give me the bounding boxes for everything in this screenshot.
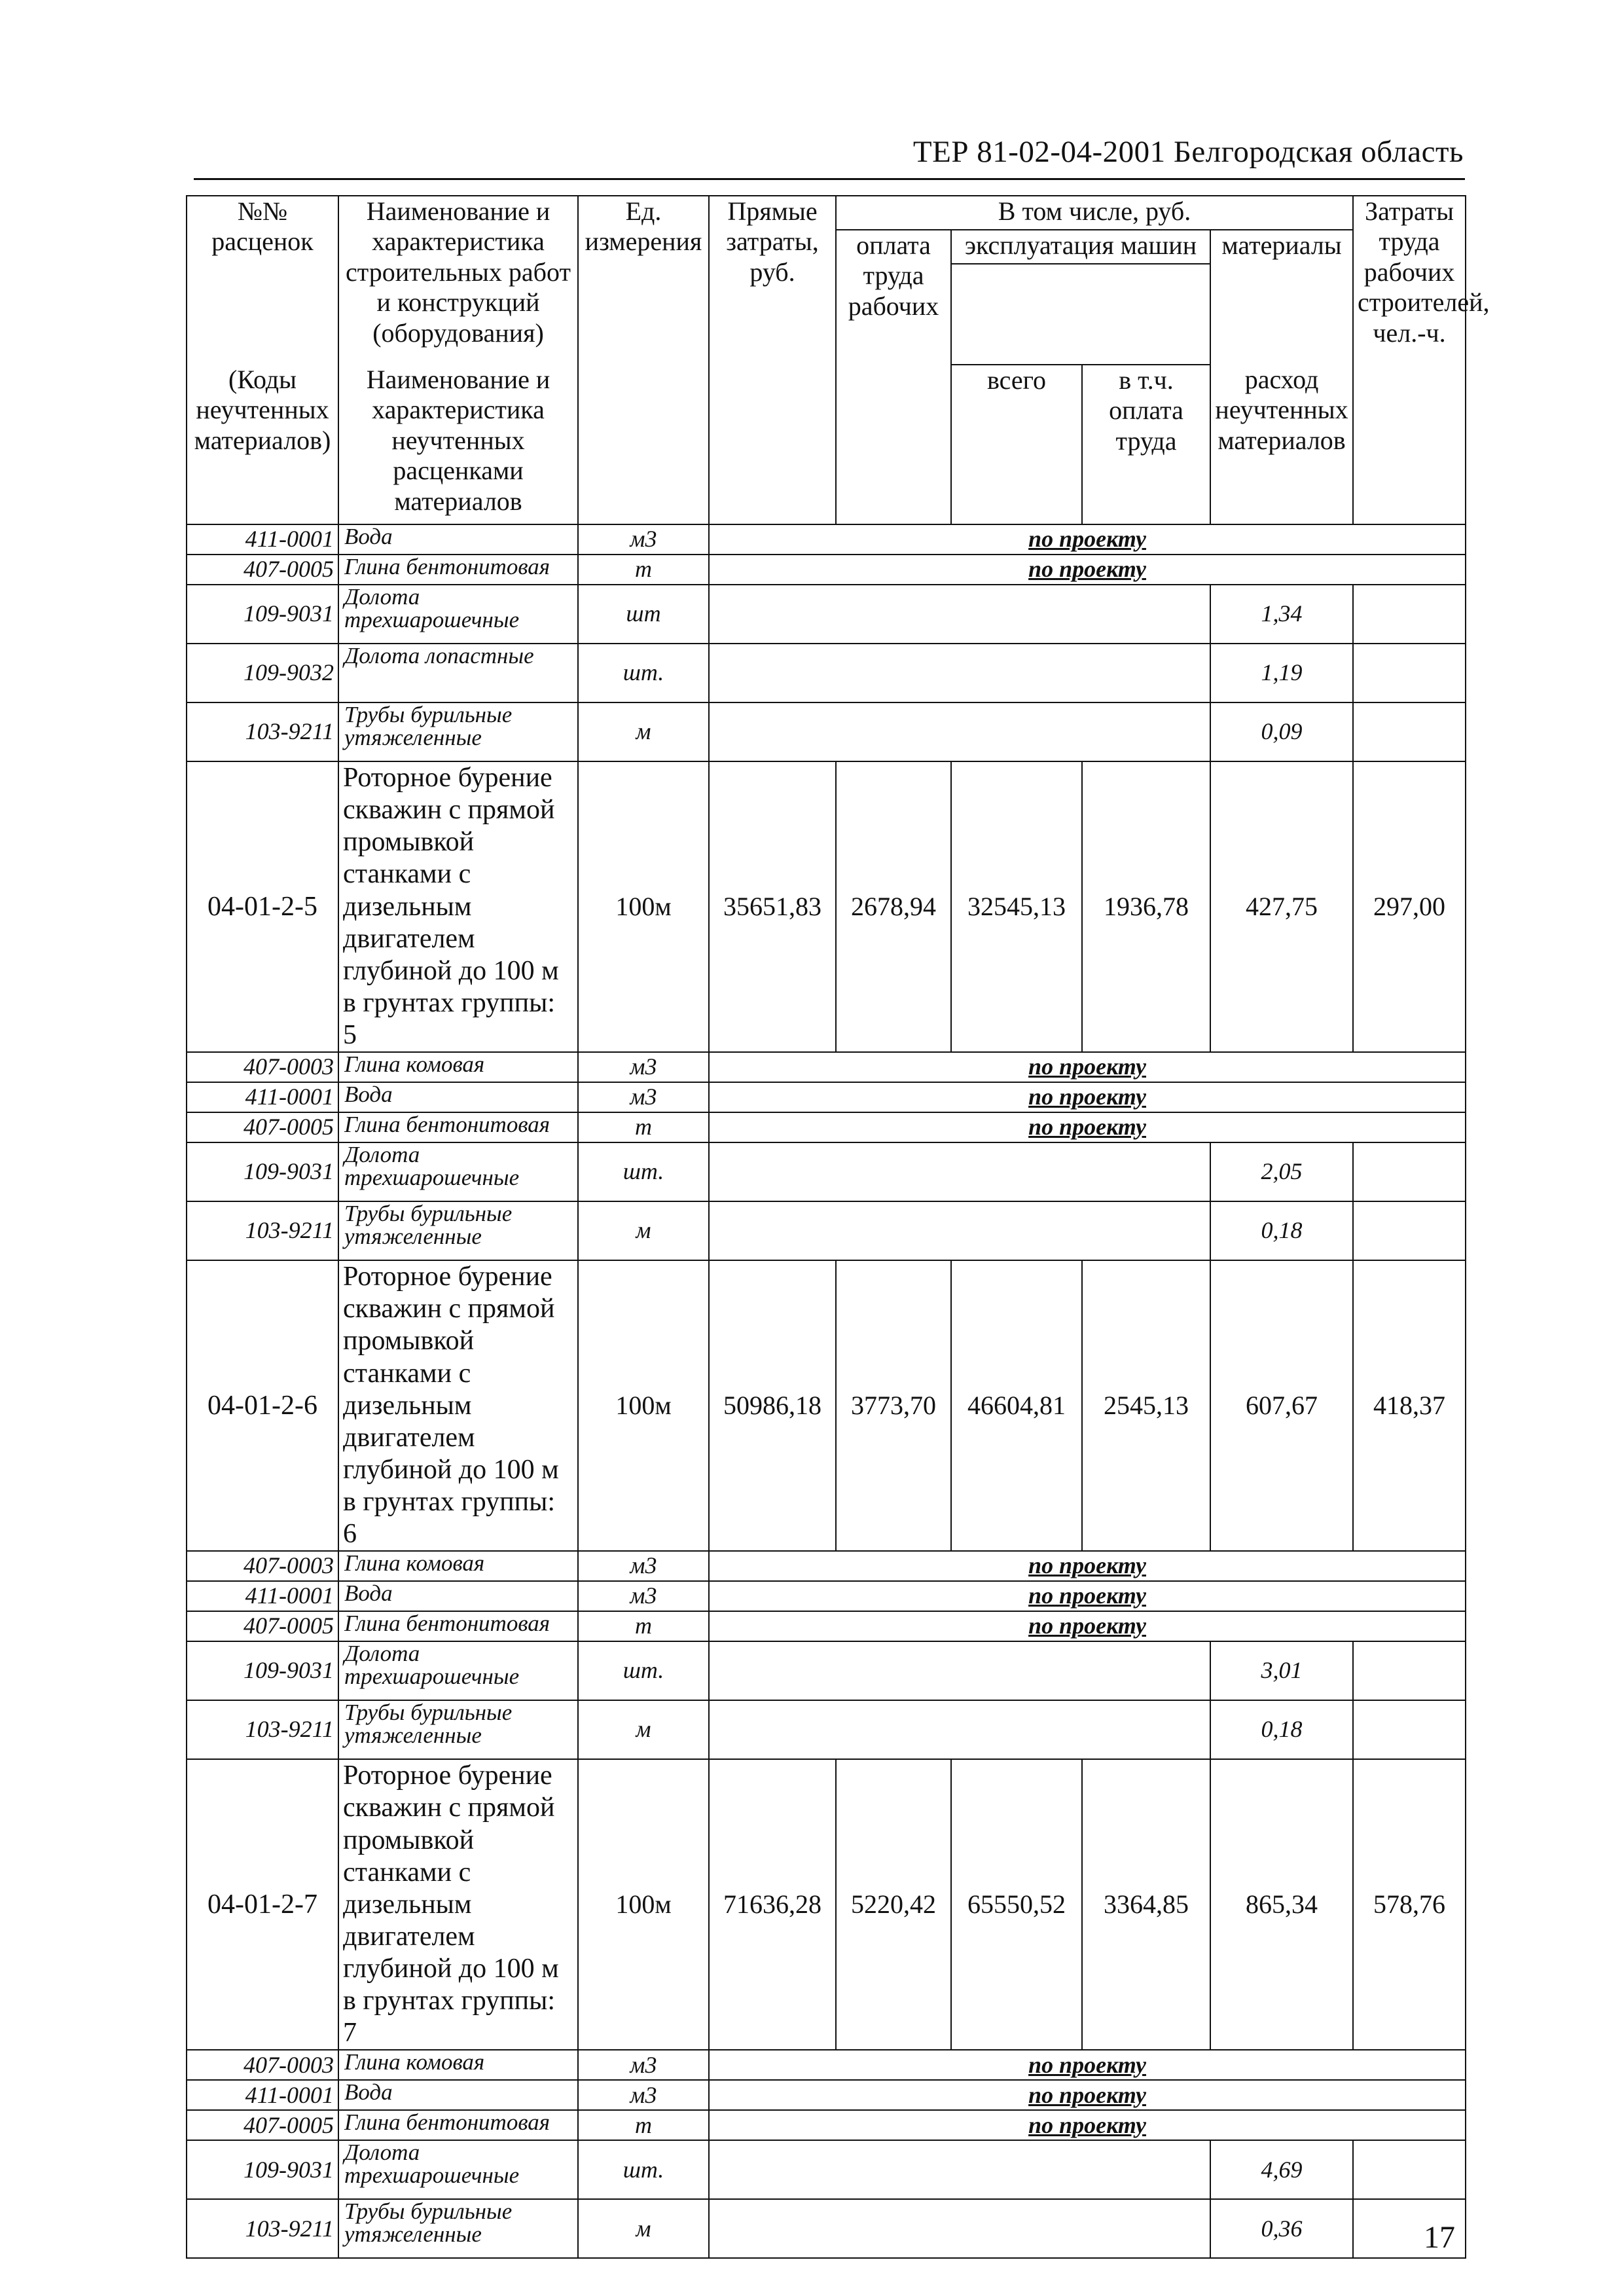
- material-unit: м3: [578, 1082, 709, 1112]
- by-project-text: по проекту: [1028, 2051, 1146, 2078]
- material-quantity: 3,01: [1210, 1641, 1353, 1700]
- rate-pay: 2678,94: [836, 761, 951, 1052]
- by-project-text: по проекту: [1028, 556, 1146, 583]
- material-name: Глина бентонитовая: [338, 555, 578, 585]
- rate-code: 04-01-2-6: [187, 1260, 338, 1551]
- header-machines-total: всего: [951, 365, 1082, 524]
- rate-mach: 32545,13: [951, 761, 1082, 1052]
- material-unit: т: [578, 555, 709, 585]
- by-project-text: по проекту: [1028, 2081, 1146, 2108]
- material-name: Вода: [338, 524, 578, 555]
- header-rate-number: №№ расценок: [187, 196, 338, 365]
- material-name: Долота трехшарошечные: [338, 2140, 578, 2199]
- material-row: [187, 1700, 1466, 1759]
- rate-row: [187, 1260, 1466, 1551]
- header-material-names: Наименование и характеристика неучтенных расценками материалов: [338, 365, 578, 524]
- material-row: [187, 1112, 1466, 1142]
- rate-mat: 427,75: [1210, 761, 1353, 1052]
- rate-name: Роторное бурение скважин с прямой промывкой станками с дизельным двигателем глубиной до 100 м в грунтах группы: 7: [338, 1759, 578, 2050]
- material-row: [187, 1551, 1466, 1581]
- material-name: Вода: [338, 2080, 578, 2110]
- rate-mat: 607,67: [1210, 1260, 1353, 1551]
- empty-cell: [709, 1641, 1210, 1700]
- material-unit: м: [578, 1700, 709, 1759]
- material-code: 103-9211: [187, 2199, 338, 2258]
- by-project-note: [709, 1581, 1466, 1611]
- header-including: В том числе, руб.: [836, 196, 1353, 230]
- material-name: Трубы бурильные утяжеленные: [338, 2199, 578, 2258]
- material-name: Глина бентонитовая: [338, 2110, 578, 2140]
- by-project-note: [709, 1551, 1466, 1581]
- material-code: 407-0003: [187, 1052, 338, 1082]
- header-machines: эксплуатация машин: [951, 230, 1210, 264]
- empty-cell: [709, 1201, 1210, 1260]
- material-name: Глина комовая: [338, 1551, 578, 1581]
- header-machines-pay: в т.ч. оплата труда: [1082, 365, 1210, 524]
- by-project-note: [709, 1611, 1466, 1641]
- material-row: [187, 2050, 1466, 2080]
- material-row: [187, 2110, 1466, 2140]
- rate-mach: 46604,81: [951, 1260, 1082, 1551]
- material-unit: м3: [578, 1581, 709, 1611]
- by-project-text: по проекту: [1028, 1613, 1146, 1639]
- material-quantity: 0,18: [1210, 1700, 1353, 1759]
- empty-cell: [1353, 644, 1466, 702]
- material-unit: шт.: [578, 1641, 709, 1700]
- by-project-text: по проекту: [1028, 526, 1146, 553]
- material-row: [187, 555, 1466, 585]
- material-code: 411-0001: [187, 524, 338, 555]
- rate-direct: 35651,83: [709, 761, 836, 1052]
- material-quantity: 0,09: [1210, 702, 1353, 761]
- header-labor-pay: оплата труда рабочих: [836, 230, 951, 524]
- rate-mach: 65550,52: [951, 1759, 1082, 2050]
- material-row: [187, 524, 1466, 555]
- material-code: 103-9211: [187, 1700, 338, 1759]
- material-code: 407-0005: [187, 555, 338, 585]
- by-project-note: [709, 1112, 1466, 1142]
- rates-table: [186, 195, 1490, 2259]
- material-row: [187, 1641, 1466, 1700]
- header-unit: Ед. измерения: [578, 196, 709, 524]
- material-code: 109-9031: [187, 585, 338, 644]
- document-header-title: ТЕР 81-02-04-2001 Белгородская область: [912, 135, 1464, 169]
- header-materials: материалы: [1210, 230, 1353, 264]
- rate-labor: 297,00: [1353, 761, 1466, 1052]
- header-labor-costs: Затраты труда рабочих строителей, чел.-ч.: [1353, 196, 1466, 524]
- rate-unit: 100м: [578, 1260, 709, 1551]
- material-code: 407-0003: [187, 1551, 338, 1581]
- material-row: [187, 2140, 1466, 2199]
- header-rule: [194, 178, 1465, 180]
- page-number: 17: [1424, 2220, 1455, 2255]
- material-row: [187, 1052, 1466, 1082]
- material-name: Глина бентонитовая: [338, 1611, 578, 1641]
- material-code: 411-0001: [187, 1082, 338, 1112]
- by-project-text: по проекту: [1028, 1053, 1146, 1080]
- empty-cell: [709, 585, 1210, 644]
- by-project-note: [709, 2080, 1466, 2110]
- rate-code: 04-01-2-5: [187, 761, 338, 1052]
- rates-table-body: [187, 196, 1490, 2258]
- material-unit: м3: [578, 524, 709, 555]
- material-code: 103-9211: [187, 1201, 338, 1260]
- empty-cell: [709, 644, 1210, 702]
- material-row: [187, 1581, 1466, 1611]
- rate-labor: 578,76: [1353, 1759, 1466, 2050]
- rate-unit: 100м: [578, 761, 709, 1052]
- header-material-codes: (Коды неучтенных материалов): [187, 365, 338, 524]
- by-project-text: по проекту: [1028, 1114, 1146, 1140]
- material-quantity: 1,34: [1210, 585, 1353, 644]
- empty-cell: [1353, 1641, 1466, 1700]
- rate-labor: 418,37: [1353, 1260, 1466, 1551]
- material-name: Глина комовая: [338, 1052, 578, 1082]
- material-row: [187, 585, 1466, 644]
- material-name: Долота трехшарошечные: [338, 1142, 578, 1201]
- material-row: [187, 2199, 1466, 2258]
- rate-pay: 5220,42: [836, 1759, 951, 2050]
- material-row: [187, 1201, 1466, 1260]
- material-unit: т: [578, 2110, 709, 2140]
- material-code: 407-0005: [187, 1611, 338, 1641]
- empty-cell: [1353, 1700, 1466, 1759]
- material-unit: шт.: [578, 2140, 709, 2199]
- material-name: Долота трехшарошечные: [338, 585, 578, 644]
- header-machines-blank: [951, 264, 1210, 365]
- rate-name: Роторное бурение скважин с прямой промывкой станками с дизельным двигателем глубиной до 100 м в грунтах группы: 6: [338, 1260, 578, 1551]
- material-name: Вода: [338, 1082, 578, 1112]
- material-unit: м: [578, 2199, 709, 2258]
- rate-mach-pay: 2545,13: [1082, 1260, 1210, 1551]
- rate-direct: 71636,28: [709, 1759, 836, 2050]
- rate-row: [187, 761, 1466, 1052]
- material-code: 407-0005: [187, 2110, 338, 2140]
- material-name: Вода: [338, 1581, 578, 1611]
- rate-row: [187, 1759, 1466, 2050]
- material-row: [187, 644, 1466, 702]
- material-unit: шт.: [578, 1142, 709, 1201]
- rate-name: Роторное бурение скважин с прямой промывкой станками с дизельным двигателем глубиной до 100 м в грунтах группы: 5: [338, 761, 578, 1052]
- material-unit: м3: [578, 2080, 709, 2110]
- material-unit: м3: [578, 1551, 709, 1581]
- by-project-note: [709, 1082, 1466, 1112]
- material-unit: м: [578, 1201, 709, 1260]
- by-project-text: по проекту: [1028, 1084, 1146, 1110]
- material-name: Трубы бурильные утяжеленные: [338, 1700, 578, 1759]
- material-code: 411-0001: [187, 1581, 338, 1611]
- by-project-text: по проекту: [1028, 2111, 1146, 2138]
- material-unit: м: [578, 702, 709, 761]
- material-code: 109-9032: [187, 644, 338, 702]
- rate-mach-pay: 1936,78: [1082, 761, 1210, 1052]
- material-quantity: 0,18: [1210, 1201, 1353, 1260]
- material-code: 109-9031: [187, 1641, 338, 1700]
- empty-cell: [709, 2199, 1210, 2258]
- by-project-note: [709, 1052, 1466, 1082]
- material-quantity: 0,36: [1210, 2199, 1353, 2258]
- header-work-name: Наименование и характеристика строительных работ и конструкций (оборудования): [338, 196, 578, 365]
- empty-cell: [709, 702, 1210, 761]
- rate-direct: 50986,18: [709, 1260, 836, 1551]
- material-name: Долота трехшарошечные: [338, 1641, 578, 1700]
- material-unit: м3: [578, 2050, 709, 2080]
- by-project-note: [709, 524, 1466, 555]
- rate-pay: 3773,70: [836, 1260, 951, 1551]
- empty-cell: [709, 1700, 1210, 1759]
- material-unit: шт.: [578, 644, 709, 702]
- material-code: 411-0001: [187, 2080, 338, 2110]
- material-name: Глина бентонитовая: [338, 1112, 578, 1142]
- header-materials-blank: [1210, 264, 1353, 365]
- material-quantity: 2,05: [1210, 1142, 1353, 1201]
- material-name: Трубы бурильные утяжеленные: [338, 702, 578, 761]
- material-row: [187, 1082, 1466, 1112]
- by-project-text: по проекту: [1028, 1552, 1146, 1579]
- rate-mach-pay: 3364,85: [1082, 1759, 1210, 2050]
- by-project-note: [709, 555, 1466, 585]
- material-unit: м3: [578, 1052, 709, 1082]
- material-unit: шт: [578, 585, 709, 644]
- empty-cell: [1353, 1142, 1466, 1201]
- rate-mat: 865,34: [1210, 1759, 1353, 2050]
- material-unit: т: [578, 1112, 709, 1142]
- material-name: Долота лопастные: [338, 644, 578, 702]
- empty-cell: [709, 2140, 1210, 2199]
- material-quantity: 4,69: [1210, 2140, 1353, 2199]
- empty-cell: [1353, 2140, 1466, 2199]
- material-code: 103-9211: [187, 702, 338, 761]
- material-quantity: 1,19: [1210, 644, 1353, 702]
- material-name: Трубы бурильные утяжеленные: [338, 1201, 578, 1260]
- empty-cell: [1353, 702, 1466, 761]
- by-project-note: [709, 2050, 1466, 2080]
- material-unit: т: [578, 1611, 709, 1641]
- empty-cell: [1353, 1201, 1466, 1260]
- material-code: 407-0005: [187, 1112, 338, 1142]
- empty-cell: [1353, 585, 1466, 644]
- material-name: Глина комовая: [338, 2050, 578, 2080]
- material-code: 407-0003: [187, 2050, 338, 2080]
- by-project-note: [709, 2110, 1466, 2140]
- header-direct-costs: Прямые затраты, руб.: [709, 196, 836, 524]
- material-code: 109-9031: [187, 2140, 338, 2199]
- material-row: [187, 1611, 1466, 1641]
- empty-cell: [709, 1142, 1210, 1201]
- material-row: [187, 702, 1466, 761]
- by-project-text: по проекту: [1028, 1582, 1146, 1609]
- rate-code: 04-01-2-7: [187, 1759, 338, 2050]
- rate-unit: 100м: [578, 1759, 709, 2050]
- material-code: 109-9031: [187, 1142, 338, 1201]
- material-row: [187, 1142, 1466, 1201]
- header-materials-consumption: расход неучтенных материалов: [1210, 365, 1353, 524]
- material-row: [187, 2080, 1466, 2110]
